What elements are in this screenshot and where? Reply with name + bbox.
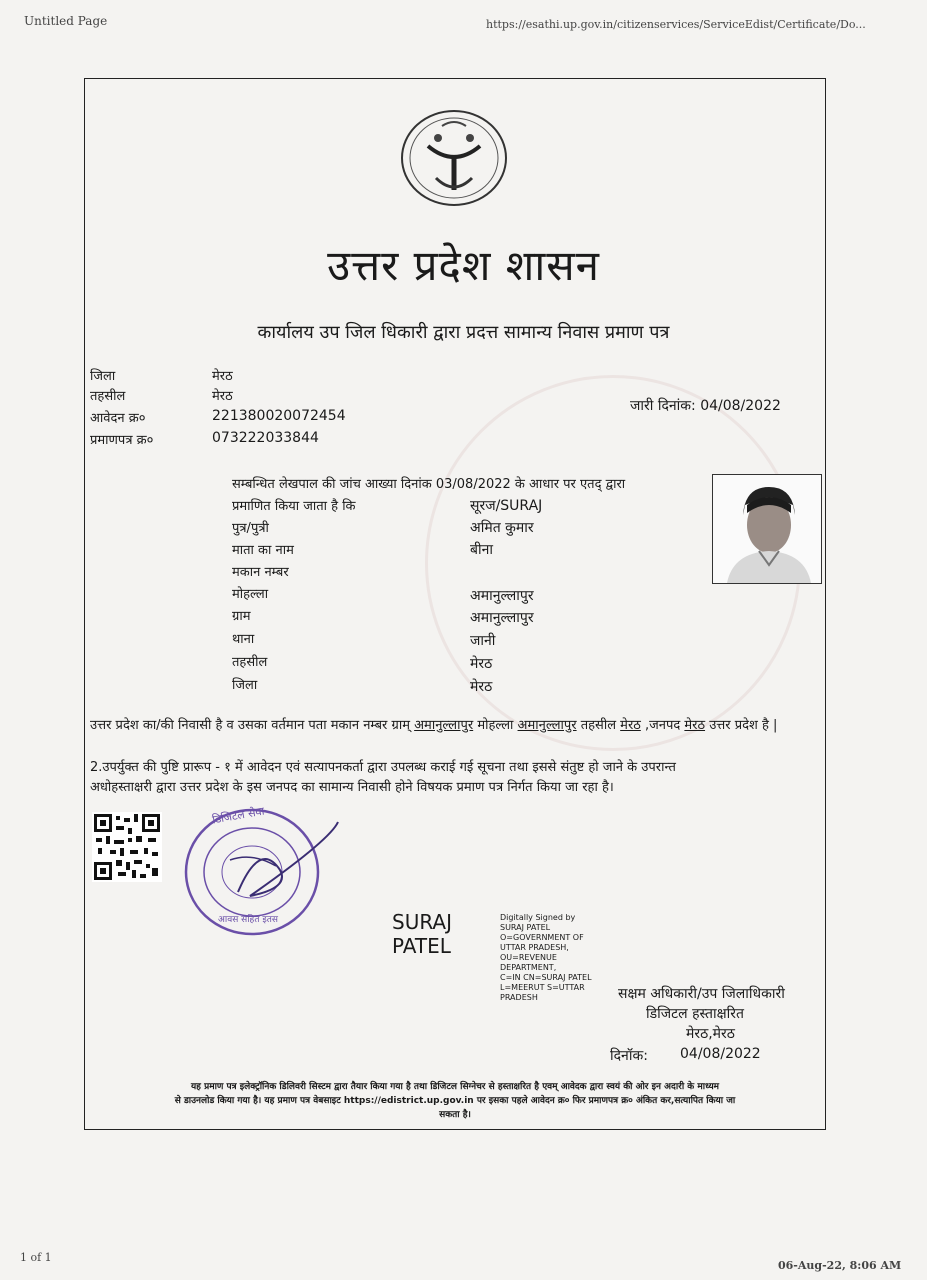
page-counter: 1 of 1	[20, 1251, 52, 1264]
certificate-heading: उत्तर प्रदेश शासन	[327, 241, 600, 290]
detail-value-name: सूरज/SURAJ	[470, 498, 543, 514]
footer-line-1: यह प्रमाण पत्र इलेक्ट्रॉनिक डिलिवरी सिस्टम द्वारा तैयार किया गया है तथा डिजिटल सिग्नेचर से हस्ताक्षरित है एवम् आवेदक द्वारा स्वयं की ओर इन अदारी के माध्यम	[190, 1082, 720, 1092]
info-value-application-no: 221380020072454	[212, 408, 346, 424]
certificate-footer-note	[94, 1080, 816, 1122]
detail-value-village: अमानुल्लापुर	[470, 610, 534, 626]
residence-text-3: तहसील	[580, 718, 617, 733]
detail-label-mother: माता का नाम	[232, 543, 294, 558]
confirmation-line-1: 2.उपर्युक्त की पुष्टि प्रारूप - १ में आवेदन एवं सत्यापनकर्ता द्वारा उपलब्ध कराई गई सूचना तथा इससे संतुष्ट हो जाने के उपरान्त	[90, 760, 676, 775]
info-label-tehsil: तहसील	[90, 389, 126, 404]
info-label-certificate-no: प्रमाणपत्र क्र०	[90, 433, 154, 448]
up-state-emblem-icon	[398, 108, 510, 208]
qr-code	[92, 812, 162, 882]
dsig-line: O=GOVERNMENT OF	[500, 933, 584, 942]
seal-bottom-text: आवस सहित इतस	[218, 915, 278, 925]
detail-label-mohalla: मोहल्ला	[232, 587, 269, 602]
info-value-certificate-no: 073222033844	[212, 430, 319, 446]
confirmation-line-2: अधोहस्ताक्षरी द्वारा उत्तर प्रदेश के इस जनपद का सामान्य निवासी होने विषयक प्रमाण पत्र निर्गत किया जा रहा है।	[90, 780, 614, 795]
info-label-district: जिला	[90, 369, 116, 384]
issue-date	[630, 396, 781, 415]
detail-label-certified: प्रमाणित किया जाता है कि	[232, 499, 356, 514]
dsig-line: C=IN CN=SURAJ PATEL	[500, 973, 592, 982]
detail-value-mohalla: अमानुल्लापुर	[470, 588, 534, 604]
page-url-header: https://esathi.up.gov.in/citizenservices/ServiceEdist/Certificate/Do...	[486, 18, 866, 31]
detail-value-father: अमित कुमार	[470, 520, 534, 536]
sign-date-label: दिनॉक:	[610, 1048, 648, 1064]
dsig-line: OU=REVENUE	[500, 953, 557, 962]
detail-value-mother: बीना	[470, 542, 494, 558]
residence-tehsil: मेरठ	[620, 718, 641, 733]
certificate-subheading: कार्यालय उप जिल धिकारी द्वारा प्रदत्त सामान्य निवास प्रमाण पत्र	[257, 322, 670, 343]
detail-value-tehsil: मेरठ	[470, 656, 493, 672]
confirmation-paragraph	[90, 758, 810, 798]
signer-last-name: PATEL	[392, 934, 451, 958]
issue-date-value: 04/08/2022	[700, 398, 781, 414]
info-value-tehsil: मेरठ	[212, 389, 233, 404]
detail-label-police-station: थाना	[232, 632, 255, 647]
residence-text-5: उत्तर प्रदेश है |	[709, 718, 778, 733]
page-title-header: Untitled Page	[24, 14, 108, 28]
footer-line-2: से डाउनलोड किया गया है। यह प्रमाण पत्र वेबसाइट https://edistrict.up.gov.in पर इसका पहले आवेदन क्र० फिर प्रमाणपत्र क्र० अंकित कर,सत्यापित किया जा	[174, 1096, 736, 1106]
dsig-line: UTTAR PRADESH,	[500, 943, 569, 952]
info-value-district: मेरठ	[212, 369, 233, 384]
dsig-line: L=MEERUT S=UTTAR	[500, 983, 585, 992]
detail-label-district: जिला	[232, 678, 258, 693]
residence-paragraph	[90, 716, 810, 736]
residence-text-2: मोहल्ला	[477, 718, 514, 733]
detail-label-tehsil: तहसील	[232, 655, 268, 670]
dsig-line: PRADESH	[500, 993, 538, 1002]
detail-value-district: मेरठ	[470, 679, 493, 695]
dsig-line: SURAJ PATEL	[500, 923, 551, 932]
residence-district: मेरठ	[684, 718, 706, 733]
intro-line: सम्बन्धित लेखपाल की जांच आख्या दिनांक 03/08/2022 के आधार पर एतद् द्वारा	[232, 477, 626, 492]
residence-village: अमानुल्लापुर	[414, 718, 474, 733]
dsig-line: Digitally Signed by	[500, 913, 576, 922]
footer-line-3: सकता है।	[439, 1110, 471, 1120]
detail-label-son-daughter: पुत्र/पुत्री	[232, 521, 269, 536]
officer-title: सक्षम अधिकारी/उप जिलाधिकारी	[618, 986, 785, 1002]
info-label-application-no: आवेदन क्र०	[90, 411, 146, 426]
detail-label-village: ग्राम	[232, 609, 251, 624]
issue-date-label: जारी दिनांक:	[630, 398, 696, 414]
print-timestamp: 06-Aug-22, 8:06 AM	[778, 1259, 902, 1272]
residence-mohalla: अमानुल्लापुर	[517, 718, 577, 733]
seal-top-text: डिजिटल सेवा	[211, 804, 266, 827]
residence-text-1: उत्तर प्रदेश का/की निवासी है व उसका वर्तमान पता मकान नम्बर ग्राम्	[90, 718, 410, 733]
signer-first-name: SURAJ	[392, 910, 452, 934]
digital-signature-block	[500, 913, 630, 1003]
detail-label-house-no: मकान नम्बर	[232, 565, 289, 580]
dsig-line: DEPARTMENT,	[500, 963, 557, 972]
detail-value-police-station: जानी	[470, 633, 496, 649]
sign-date-value: 04/08/2022	[680, 1046, 761, 1062]
signer-name	[392, 910, 452, 958]
officer-signed-label: डिजिटल हस्ताक्षरित	[646, 1006, 744, 1022]
residence-text-4: ,जनपद	[644, 718, 681, 733]
officer-place: मेरठ,मेरठ	[686, 1026, 735, 1042]
applicant-photo	[712, 474, 822, 584]
